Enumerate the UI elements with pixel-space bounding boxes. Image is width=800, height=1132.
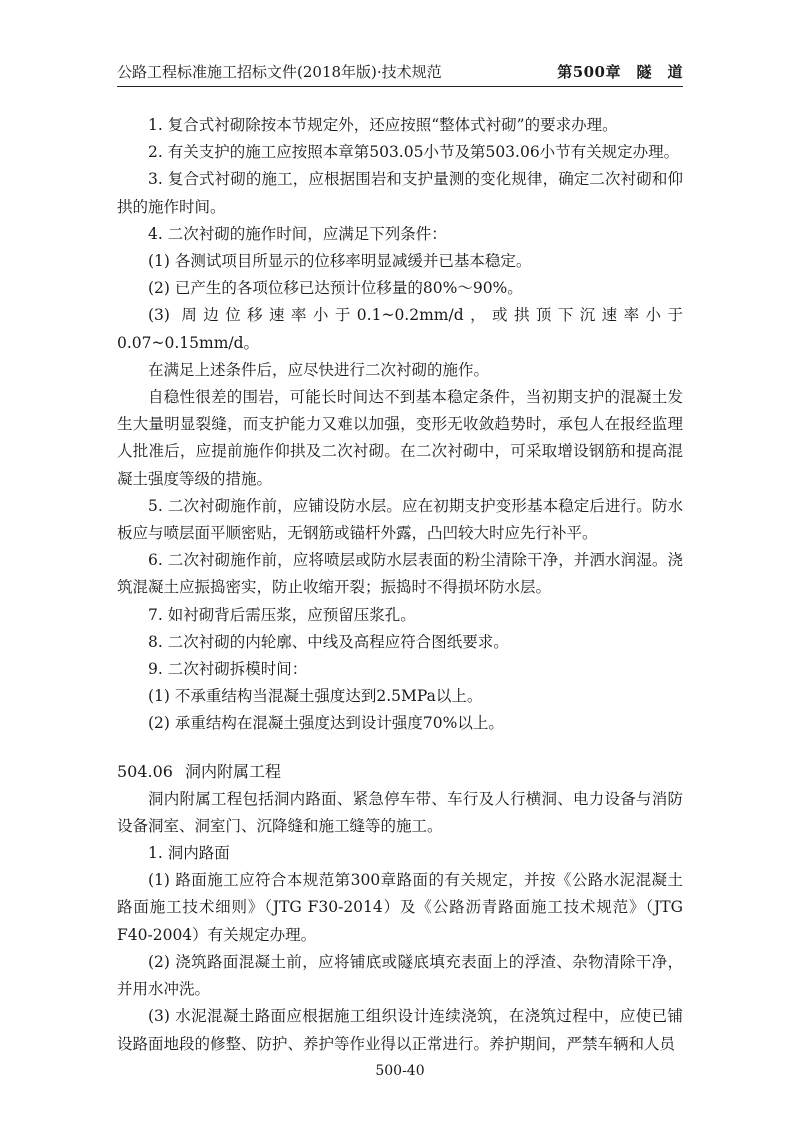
paragraph: 2. 有关支护的施工应按照本章第503.05小节及第503.06小节有关规定办理。: [148, 143, 680, 162]
paragraph: (1) 各测试项目所显示的位移率明显减缓并已基本稳定。: [148, 252, 532, 271]
paragraph: 3. 复合式衬砌的施工，应根据围岩和支护量测的变化规律，确定二次衬砌和仰拱的施作时间。: [117, 170, 683, 216]
paragraph: 4. 二次衬砌的施作时间，应满足下列条件：: [148, 224, 447, 243]
section-heading: [117, 758, 683, 786]
paragraph: 7. 如衬砌背后需压浆，应预留压浆孔。: [148, 605, 416, 624]
paragraph: (1) 路面施工应符合本规范第300章路面的有关规定，并按《公路水泥混凝土路面施工技术细则》（JTG F30-2014）及《公路沥青路面施工技术规范》（JTG F40-2004）有关规定办理。: [117, 871, 683, 944]
paragraph: 1. 复合式衬砌除按本节规定外，还应按照“整体式衬砌”的要求办理。: [148, 116, 618, 134]
header-document-title: 公路工程标准施工招标文件(2018年版)·技术规范: [117, 63, 442, 81]
paragraph: 9. 二次衬砌拆模时间：: [148, 660, 308, 679]
paragraph: 6. 二次衬砌施作前，应将喷层或防水层表面的粉尘清除干净，并洒水润湿。浇筑混凝土应振捣密实，防止收缩开裂；振捣时不得损坏防水层。: [117, 551, 683, 597]
page-body: [117, 112, 683, 1058]
paragraph: 在满足上述条件后，应尽快进行二次衬砌的施作。: [148, 360, 490, 379]
paragraph: (2) 浇筑路面混凝土前，应将铺底或隧底填充表面上的浮渣、杂物清除干净，并用水冲洗。: [117, 952, 683, 999]
section-number: 504.06: [117, 761, 173, 781]
paragraph: 8. 二次衬砌的内轮廓、中线及高程应符合图纸要求。: [148, 632, 509, 651]
paragraph: 自稳性很差的围岩，可能长时间达不到基本稳定条件，当初期支护的混凝土发生大量明显裂缝，而支护能力又难以加强，变形无收敛趋势时，承包人在报经监理人批准后，应提前施作仰拱及二次衬砌。在二次衬砌中，可采取增设钢筋和提高混凝土强度等级的措施。: [117, 388, 683, 488]
page-number: 500-40: [375, 1063, 425, 1079]
running-header: [117, 54, 683, 87]
paragraph: (3) 水泥混凝土路面应根据施工组织设计连续浇筑，在浇筑过程中，应使已铺设路面地段的修整、防护、养护等作业得以正常进行。养护期间，严禁车辆和人员: [117, 1007, 683, 1053]
paragraph: (2) 承重结构在混凝土强度达到设计强度70%以上。: [148, 714, 504, 733]
header-chapter-title: 第500章 隧 道: [557, 63, 683, 81]
paragraph: 5. 二次衬砌施作前，应铺设防水层。应在初期支护变形基本稳定后进行。防水板应与喷层面平顺密贴，无钢筋或锚杆外露，凸凹较大时应先行补平。: [117, 496, 683, 543]
paragraph: (2) 已产生的各项位移已达预计位移量的80%～90%。: [148, 279, 523, 298]
section-title: 洞内附属工程: [184, 761, 281, 781]
paragraph: (3) 周边位移速率小于0.1~0.2mm/d，或拱顶下沉速率小于0.07~0.15mm/d。: [117, 306, 683, 352]
paragraph: 洞内附属工程包括洞内路面、紧急停车带、车行及人行横洞、电力设备与消防设备洞室、洞室门、沉降缝和施工缝等的施工。: [117, 789, 683, 835]
paragraph: 1. 洞内路面: [148, 844, 230, 863]
paragraph: (1) 不承重结构当混凝土强度达到2.5MPa以上。: [148, 687, 483, 706]
